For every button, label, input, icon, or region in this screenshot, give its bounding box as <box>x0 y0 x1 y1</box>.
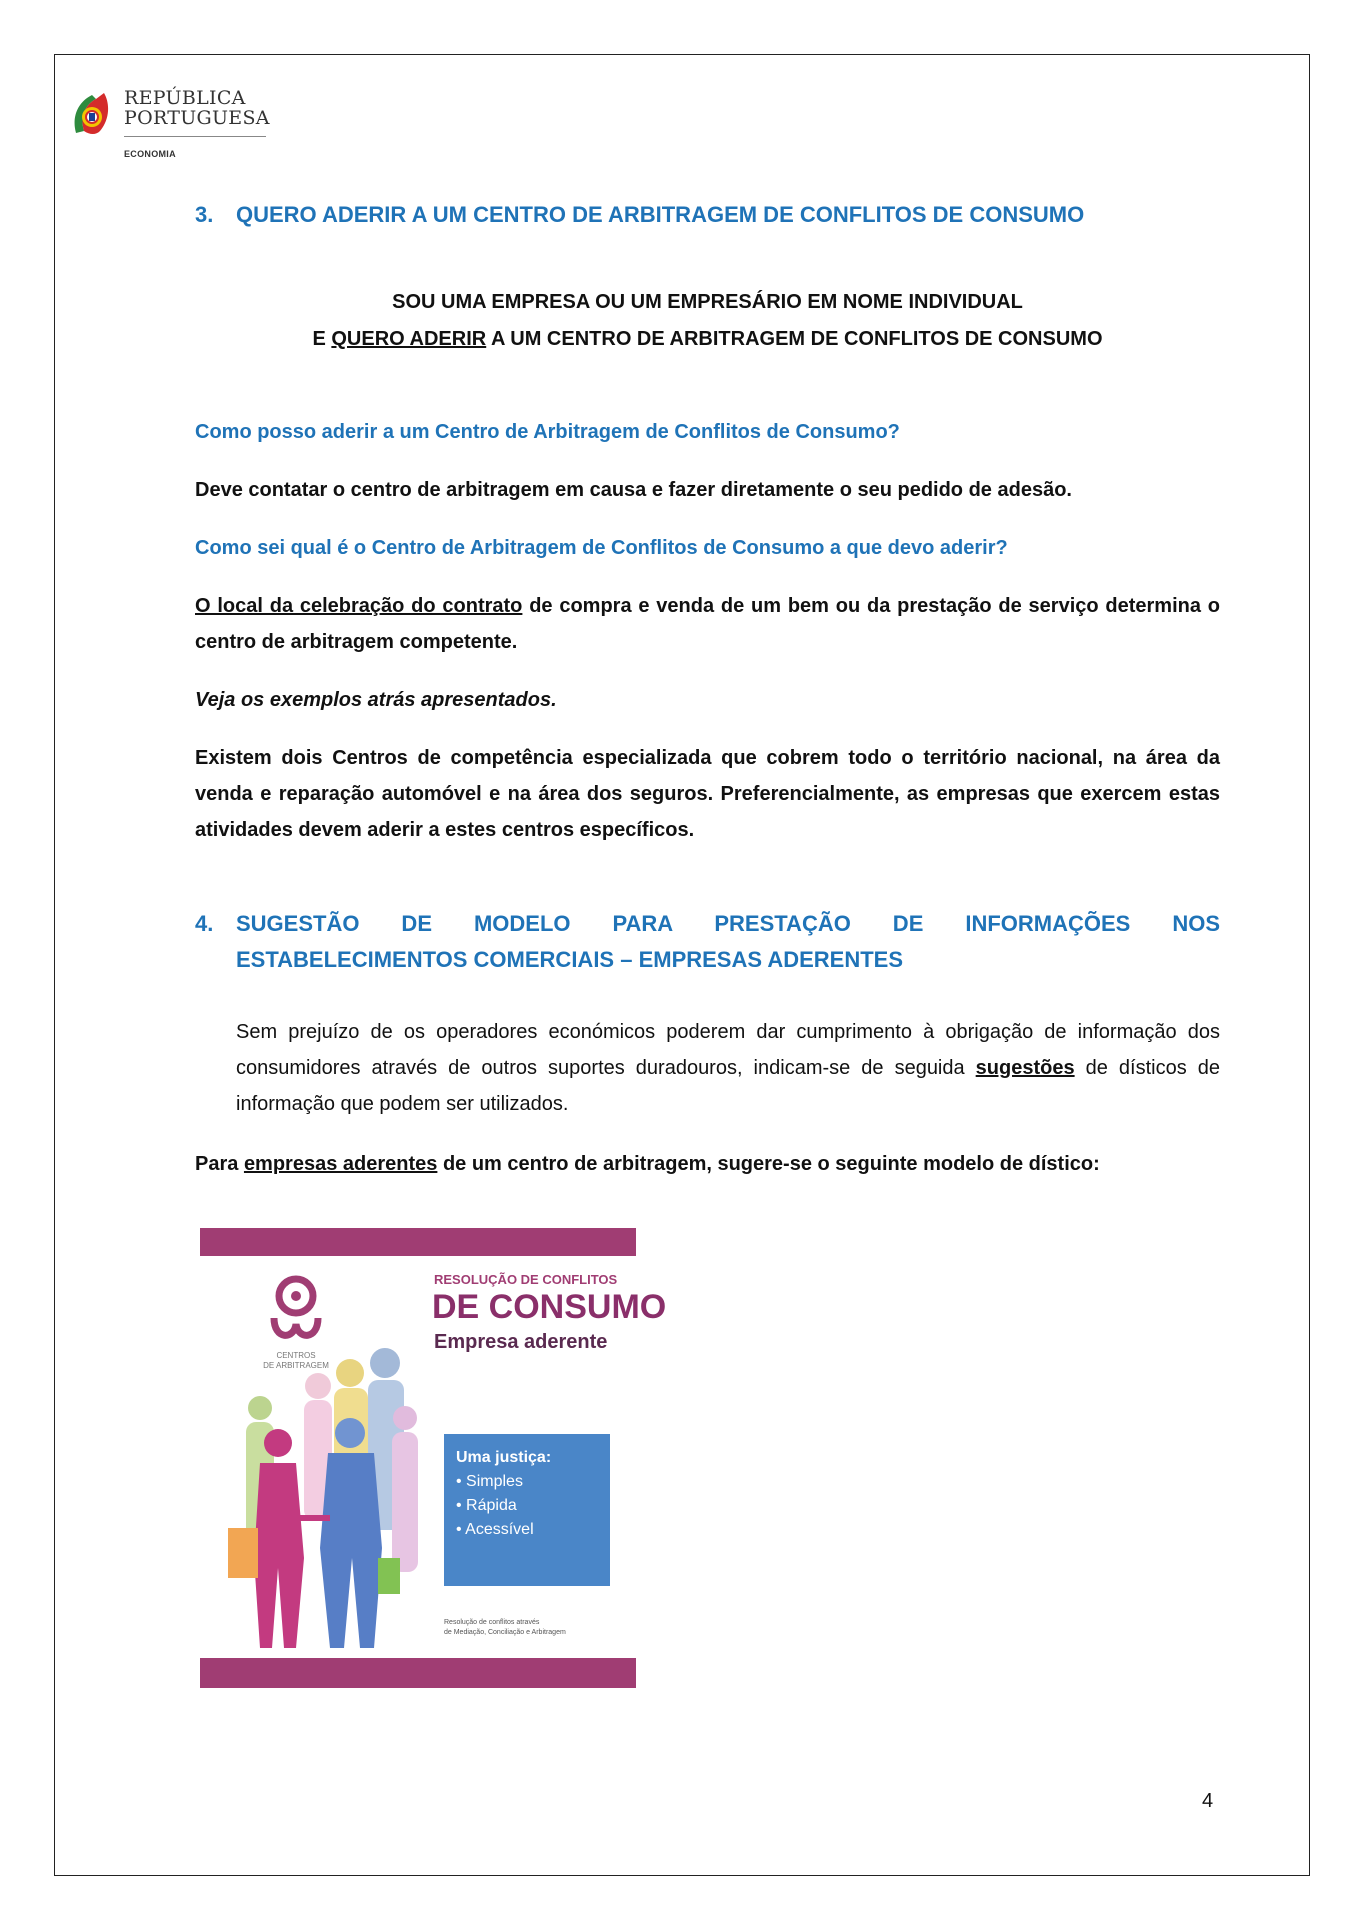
portugal-emblem-icon <box>70 89 116 141</box>
section4-paragraph <box>236 1014 1220 1122</box>
subtitle-underlined: QUERO ADERIR <box>331 328 487 350</box>
section4-paragraph-end: de dísticos de informação que podem ser utilizados. <box>236 1057 1221 1115</box>
sticker-graphic <box>200 1228 667 1688</box>
section4-heading <box>195 906 1220 978</box>
section4-paragraph-underlined: sugestões <box>975 1057 1075 1079</box>
sticker-footer-line1: Resolução de conflitos através <box>444 1619 540 1626</box>
subtitle-line1: SOU UMA EMPRESA OU UM EMPRESÁRIO EM NOME INDIVIDUAL <box>392 291 1023 313</box>
sticker-heading-big: DE CONSUMO <box>432 1288 667 1326</box>
section4-title-line2: ESTABELECIMENTOS COMERCIAIS – EMPRESAS ADERENTES <box>236 947 904 972</box>
section3-subtitle <box>195 284 1220 358</box>
model-intro-prefix: Para <box>195 1153 244 1175</box>
sticker-box-item2: • Rápida <box>456 1497 517 1514</box>
answer-2 <box>195 588 1220 660</box>
subtitle-line2 <box>195 321 1220 358</box>
section3-number: 3. <box>195 202 214 227</box>
section4-paragraph-text: Sem prejuízo de os operadores económicos poderem dar cumprimento à obrigação de informação dos consumidores através de outros suportes duradouros, indicam-se de seguida <box>236 1021 1220 1079</box>
logo-ministry: ECONOMIA <box>124 149 176 159</box>
sticker-top-bar <box>200 1228 636 1256</box>
section4-heading-line1 <box>195 906 1220 942</box>
logo-text-line1: REPÚBLICA <box>124 87 246 109</box>
sticker-box-item1: • Simples <box>456 1473 523 1490</box>
page-number: 4 <box>1202 1790 1214 1812</box>
sticker-org-line2: DE ARBITRAGEM <box>263 1361 329 1370</box>
subtitle-line2-prefix: E <box>312 328 332 350</box>
question-2: Como sei qual é o Centro de Arbitragem de Conflitos de Consumo a que devo aderir? <box>195 537 1008 559</box>
subtitle-line2-suffix: A UM CENTRO DE ARBITRAGEM DE CONFLITOS DE CONSUMO <box>486 328 1103 350</box>
sticker-footer-line2: de Mediação, Conciliação e Arbitragem <box>444 1629 566 1636</box>
question-1: Como posso aderir a um Centro de Arbitragem de Conflitos de Consumo? <box>195 421 900 443</box>
republica-portuguesa-logo <box>70 85 290 165</box>
section3-title: QUERO ADERIR A UM CENTRO DE ARBITRAGEM DE CONFLITOS DE CONSUMO <box>236 202 1085 227</box>
answer-3: Veja os exemplos atrás apresentados. <box>195 689 557 711</box>
answer-1: Deve contatar o centro de arbitragem em causa e fazer diretamente o seu pedido de adesão. <box>195 479 1072 501</box>
sticker-heading-small: RESOLUÇÃO DE CONFLITOS <box>434 1272 618 1287</box>
logo-divider <box>124 136 266 137</box>
sticker-heading-sub: Empresa aderente <box>434 1331 608 1353</box>
section3-heading <box>195 197 1220 233</box>
section4-title-line1: SUGESTÃO DE MODELO PARA PRESTAÇÃO DE INFORMAÇÕES NOS <box>236 911 1220 936</box>
model-intro <box>195 1146 1220 1182</box>
section4-number: 4. <box>195 911 214 936</box>
sticker-org-line1: CENTROS <box>276 1351 316 1360</box>
answer-4: Existem dois Centros de competência especializada que cobrem todo o território nacional, na área da venda e reparação automóvel e na área dos seguros. Preferencialmente, as empresas que exercem estas atividades devem aderir a estes centros específicos. <box>195 747 1220 841</box>
model-intro-suffix: de um centro de arbitragem, sugere-se o seguinte modelo de dístico: <box>437 1153 1100 1175</box>
model-intro-underlined: empresas aderentes <box>243 1153 438 1175</box>
sticker-box-title: Uma justiça: <box>456 1449 552 1466</box>
dístico-empresa-aderente-image <box>200 1228 667 1688</box>
sticker-box-item3: • Acessível <box>456 1521 534 1538</box>
answer-2-rest: de compra e venda de um bem ou da prestação de serviço determina o centro de arbitragem competente. <box>195 595 1220 653</box>
answer-2-underlined: O local da celebração do contrato <box>195 595 523 617</box>
sticker-bottom-bar <box>200 1658 636 1688</box>
logo-text-line2: PORTUGUESA <box>124 107 270 129</box>
